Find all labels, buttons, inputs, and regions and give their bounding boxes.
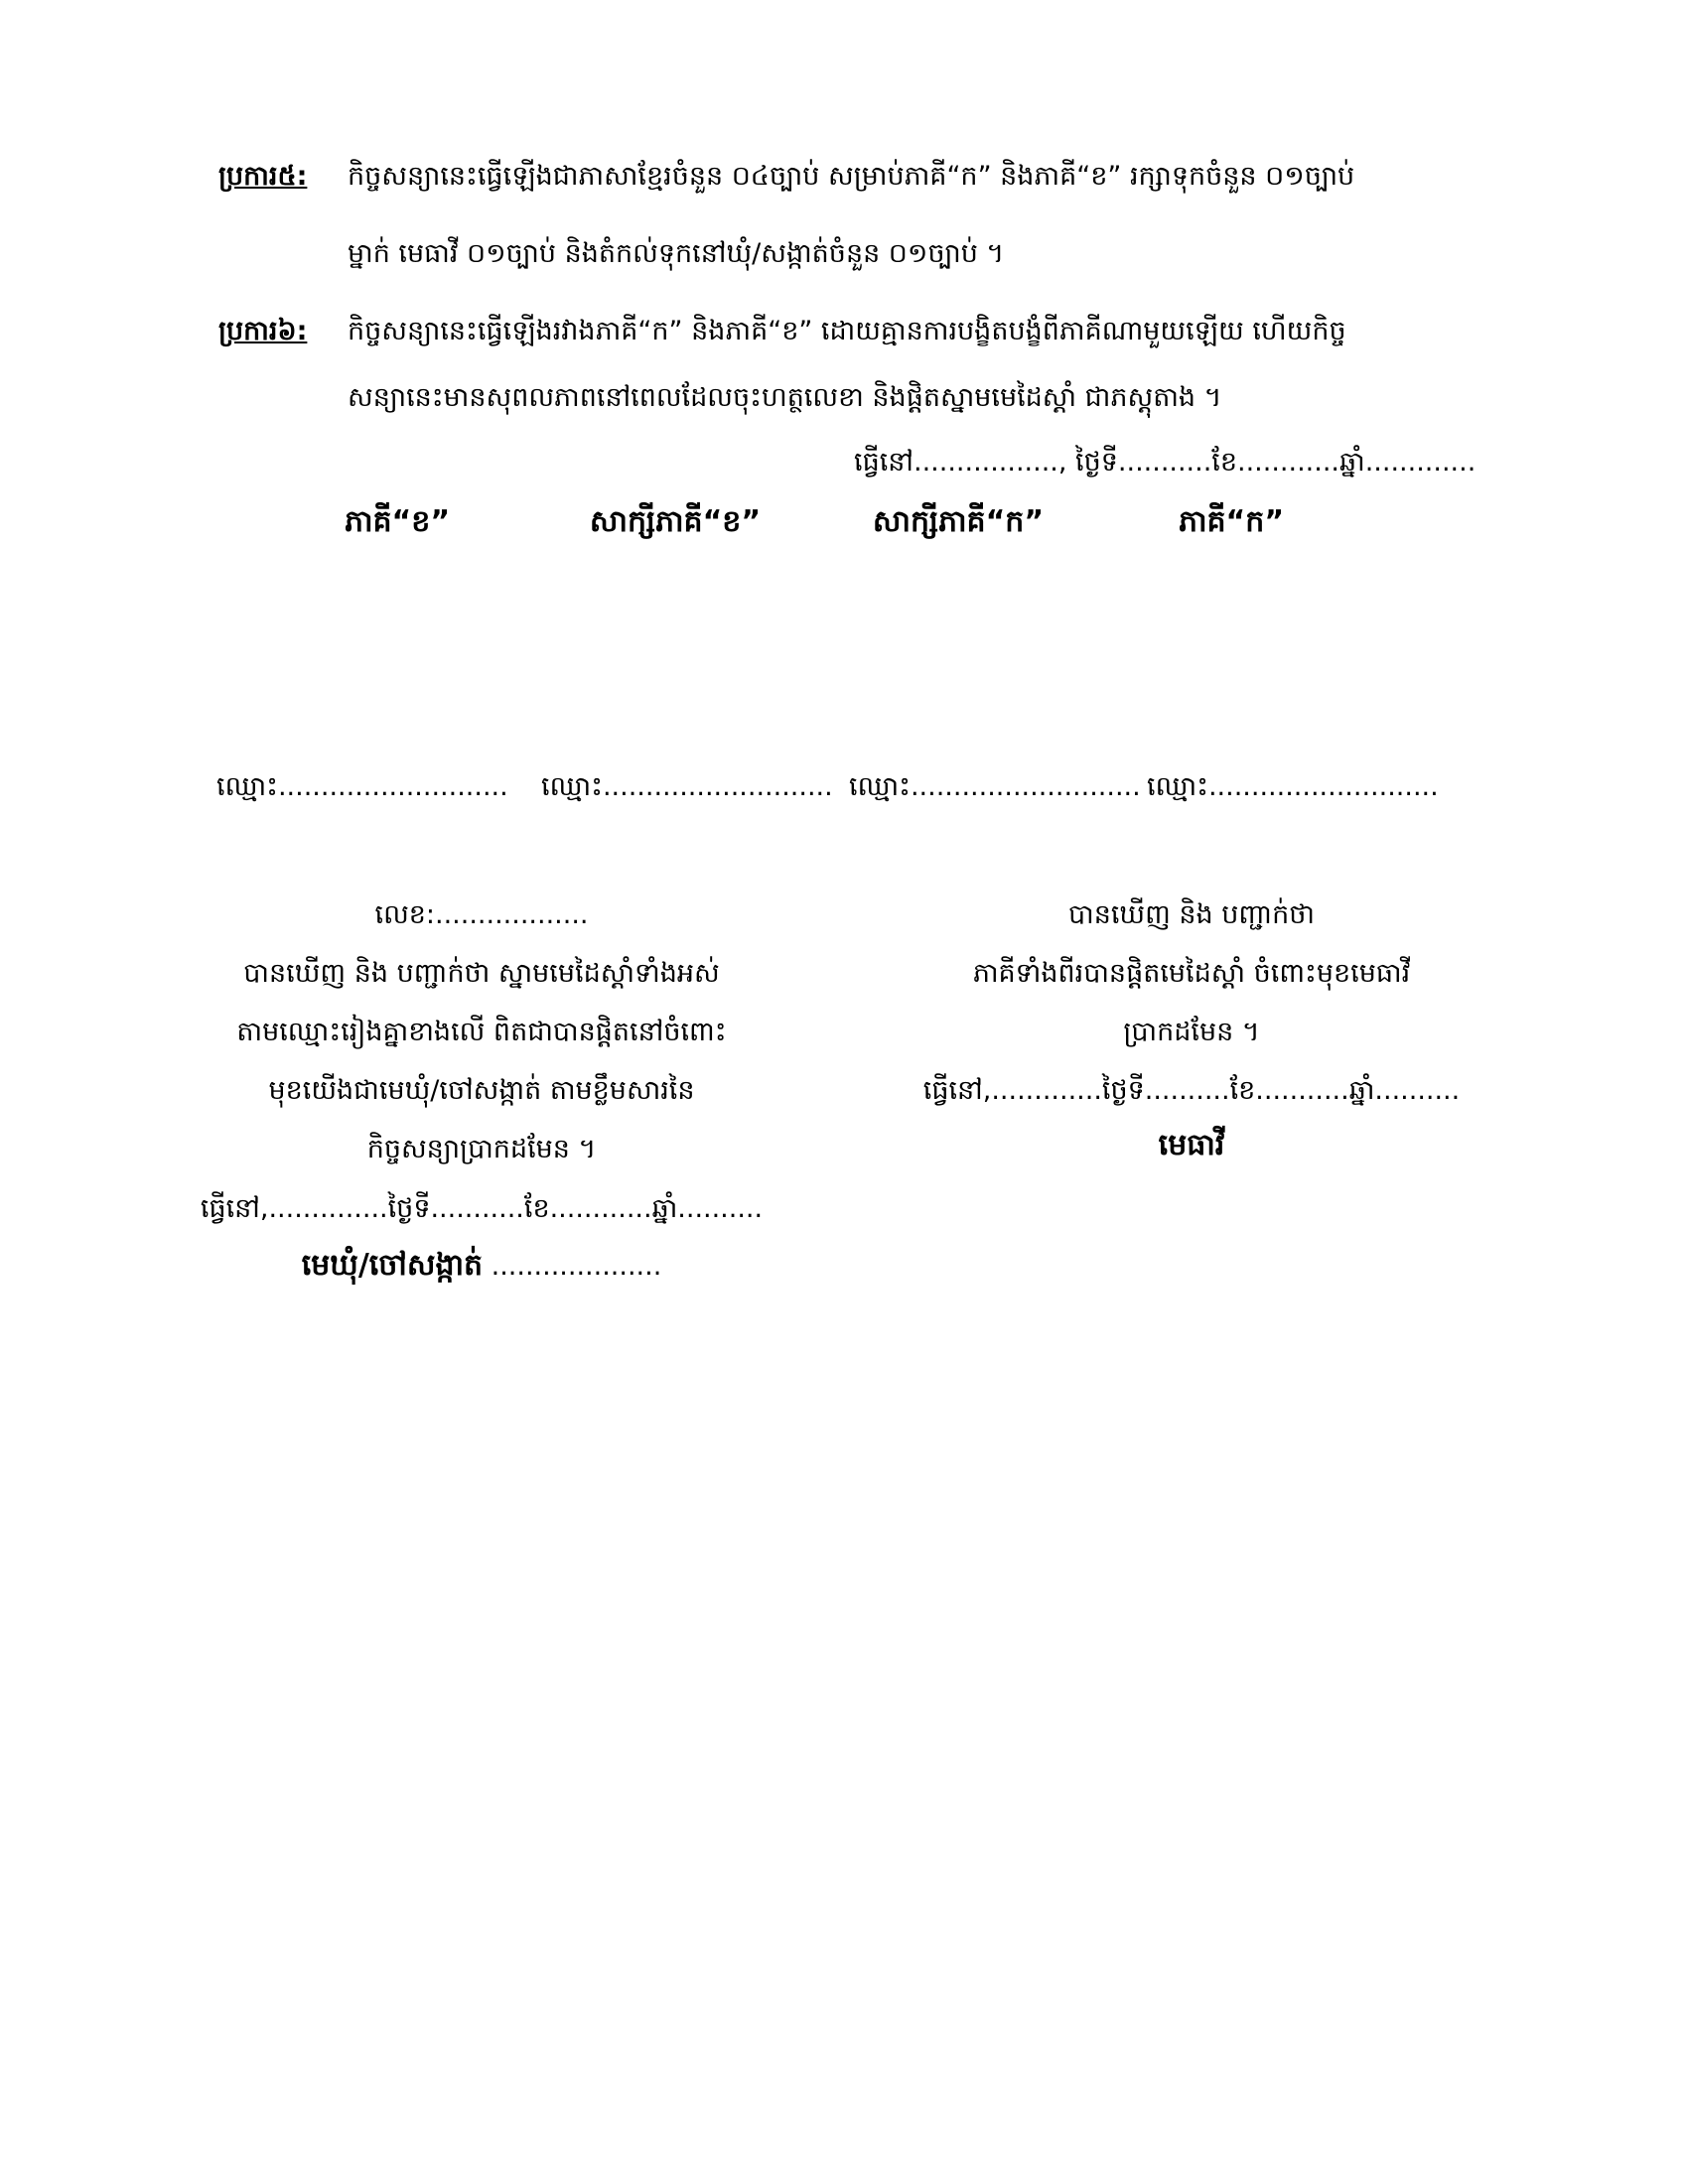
commune-chief-signature — [302, 1248, 662, 1284]
article-5-line-1: កិច្ចសន្យានេះធ្វើឡើងជាភាសាខ្មែរចំនួន ០៤ច្បាប់ សម្រាប់ភាគី“ក” និងភាគី“ខ” រក្សាទុកចំនួន ០១ច្បាប់ — [348, 161, 1355, 192]
commune-chief-title: មេឃុំ/ចៅសង្កាត់ — [301, 1248, 484, 1283]
article-6-line-2: សន្យានេះមានសុពលភាពនៅពេលដែលចុះហត្ថលេខា និងផ្តិតស្នាមមេដៃស្តាំ ជាភស្តុតាង ។ — [348, 382, 1222, 413]
commune-cert-line-4: កិច្ចសន្យាប្រាកដមែន ។ — [366, 1134, 597, 1164]
heading-party-a: ភាគី“ក” — [1178, 504, 1285, 539]
commune-cert-line-2: តាមឈ្មោះរៀងគ្នាខាងលើ ពិតជាបានផ្តិតនៅចំពោះ — [236, 1017, 727, 1047]
heading-witness-party-a: សាក្សីភាគី“ក” — [872, 504, 1045, 539]
commune-chief-blank: .................... — [491, 1251, 662, 1282]
reference-number: លេខ:.................. — [374, 899, 589, 930]
article-6-label: ប្រការ៦: — [218, 316, 308, 346]
commune-cert-line-3: មុខយើងជាមេឃុំ/ចៅសង្កាត់ តាមខ្លឹមសារនៃ — [268, 1075, 695, 1106]
name-party-a: ឈ្មោះ........................... — [1147, 771, 1439, 802]
name-witness-party-b: ឈ្មោះ........................... — [541, 771, 833, 802]
lawyer-cert-line-1: បានឃើញ និង បញ្ជាក់ថា — [1067, 899, 1316, 930]
lawyer-cert-date: ធ្វើនៅ,.............ថ្ងៃទី..........ខែ...........ឆ្នាំ.......... — [922, 1075, 1461, 1106]
lawyer-title: មេធាវី — [1158, 1128, 1225, 1162]
article-6-line-1: កិច្ចសន្យានេះធ្វើឡើងរវាងភាគី“ក” និងភាគី“ខ” ដោយគ្មានការបង្ខិតបង្ខំពីភាគីណាមួយឡើយ ហើយកិច្ច — [348, 316, 1346, 346]
lawyer-cert-line-3: ប្រាកដមែន ។ — [1123, 1017, 1260, 1047]
article-5-label: ប្រការ៥: — [218, 161, 308, 192]
commune-cert-line-1: បានឃើញ និង បញ្ជាក់ថា ស្នាមមេដៃស្តាំទាំងអស់ — [243, 958, 720, 989]
name-party-b: ឈ្មោះ........................... — [216, 771, 508, 802]
article-5-line-2: ម្នាក់ មេធាវី ០១ច្បាប់ និងតំកល់ទុកនៅឃុំ/សង្កាត់ចំនួន ០១ច្បាប់ ។ — [348, 238, 1005, 269]
heading-party-b: ភាគី“ខ” — [344, 504, 451, 539]
heading-witness-party-b: សាក្សីភាគី“ខ” — [589, 504, 762, 539]
lawyer-cert-line-2: ភាគីទាំងពីរបានផ្តិតមេដៃស្តាំ ចំពោះមុខមេធាវី — [972, 958, 1411, 989]
date-line: ធ្វើនៅ................., ថ្ងៃទី...........ខែ............ឆ្នាំ............. — [854, 447, 1477, 478]
commune-cert-date: ធ្វើនៅ,..............ថ្ងៃទី...........ខែ............ឆ្នាំ.......... — [200, 1193, 764, 1224]
name-witness-party-a: ឈ្មោះ........................... — [849, 771, 1141, 802]
